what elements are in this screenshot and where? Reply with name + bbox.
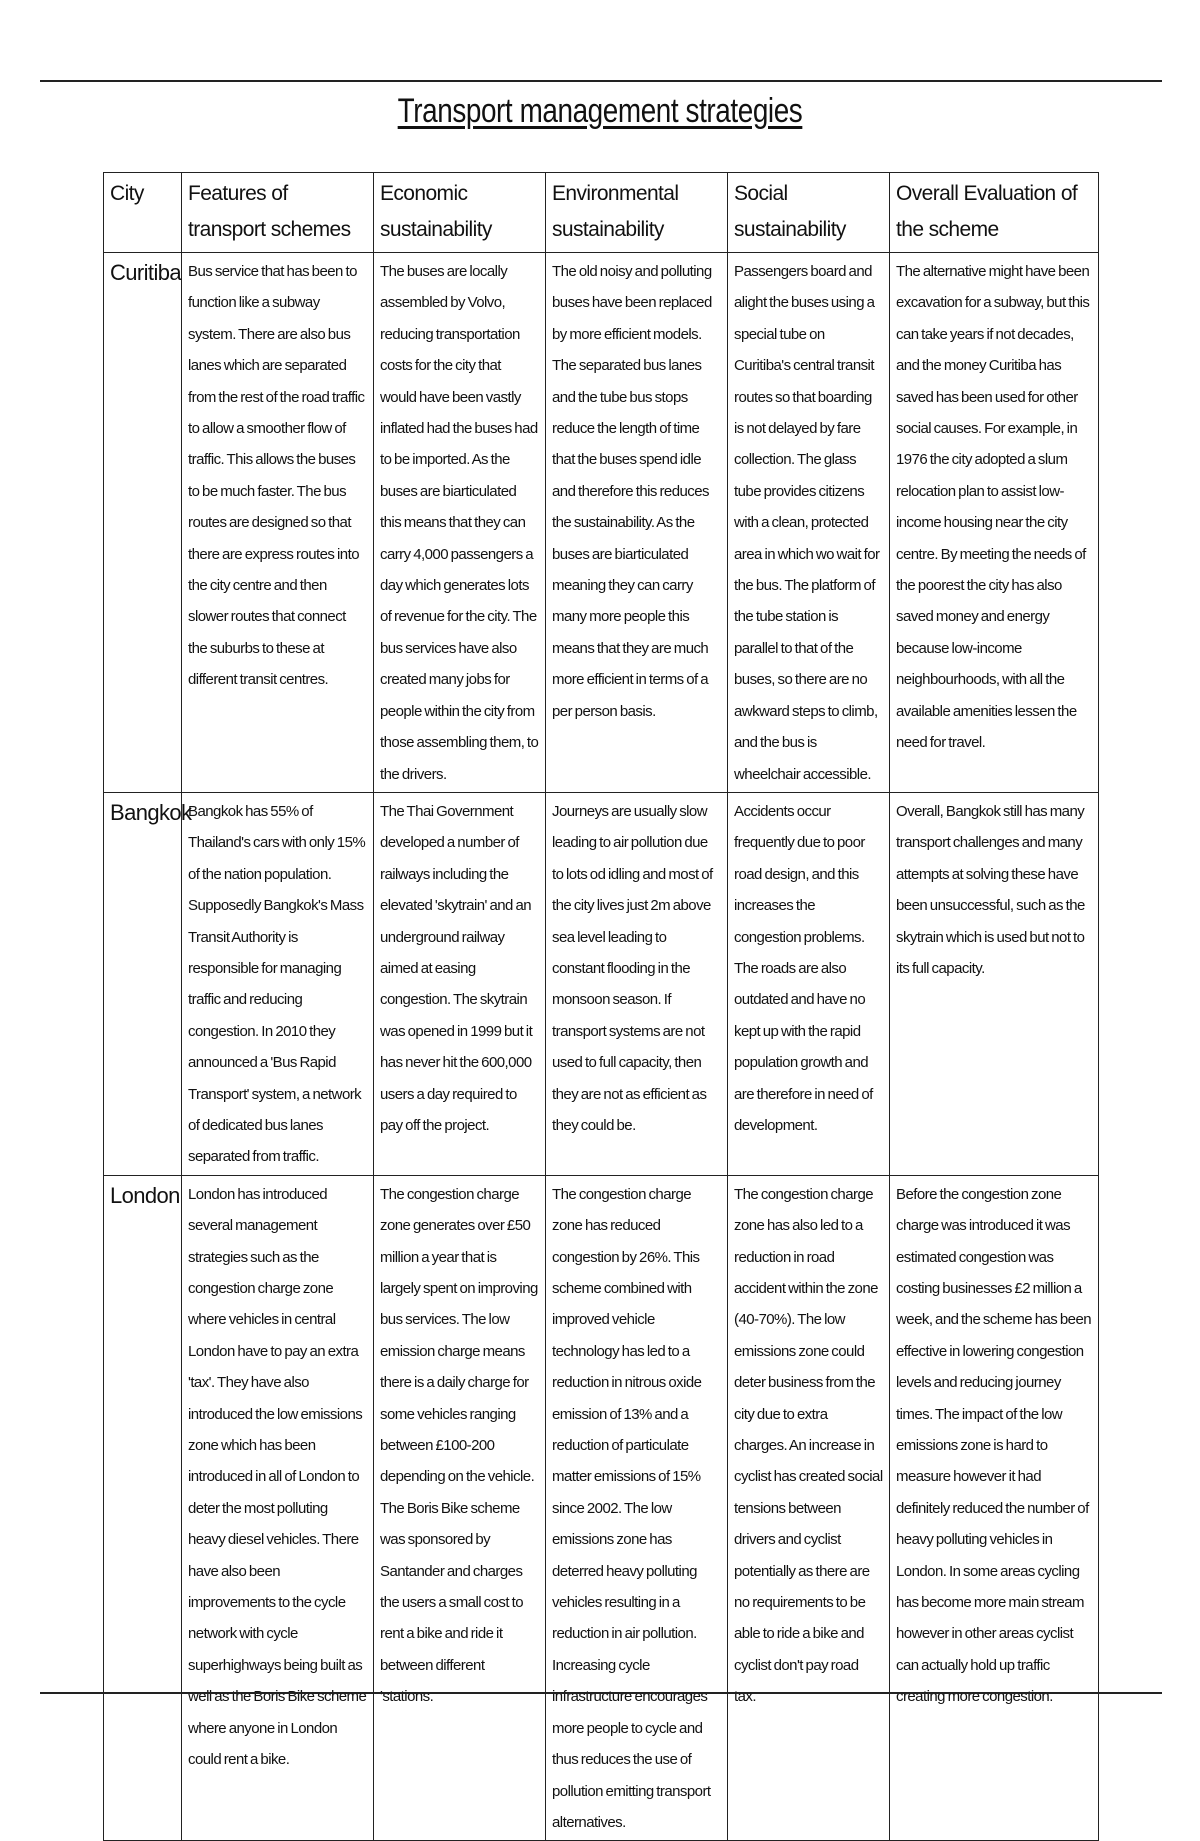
- header-social: Social sustainability: [728, 173, 890, 253]
- evaluation-cell: Before the congestion zone charge was introduced it was estimated congestion was costing businesses £2 million a week, and the scheme has been effective in lowering congestion levels and reducing journey times. The impact of the low emissions zone is hard to measure however it had definitely reduced the number of heavy polluting vehicles in London. In some areas cycling has become more main stream however in other areas cyclist can actually hold up traffic creating more congestion.: [890, 1175, 1099, 1841]
- economic-cell: The Thai Government developed a number of railways including the elevated 'skytrain' and an underground railway aimed at easing congestion. The skytrain was opened in 1999 but it has never hit the 600,000 users a day required to pay off the project.: [374, 792, 546, 1175]
- social-cell: Accidents occur frequently due to poor road design, and this increases the congestion problems. The roads are also outdated and have no kept up with the rapid population growth and are therefore in need of development.: [728, 792, 890, 1175]
- features-cell: Bangkok has 55% of Thailand's cars with only 15% of the nation population. Supposedly Bangkok's Mass Transit Authority is responsible for managing traffic and reducing congestion. In 2010 they announced a 'Bus Rapid Transport' system, a network of dedicated bus lanes separated from traffic.: [182, 792, 374, 1175]
- header-economic: Economic sustainability: [374, 173, 546, 253]
- environmental-cell: The old noisy and polluting buses have been replaced by more efficient models. The separated bus lanes and the tube bus stops reduce the length of time that the buses spend idle and therefore this reduces the sustainability. As the buses are biarticulated meaning they can carry many more people this means that they are much more efficient in terms of a per person basis.: [546, 253, 728, 793]
- strategies-table: [103, 172, 1099, 1841]
- header-features: Features of transport schemes: [182, 173, 374, 253]
- economic-cell: The congestion charge zone generates over £50 million a year that is largely spent on improving bus services. The low emission charge means there is a daily charge for some vehicles ranging between £100-200 depending on the vehicle. The Boris Bike scheme was sponsored by Santander and charges the users a small cost to rent a bike and ride it between different 'stations.: [374, 1175, 546, 1841]
- features-cell: Bus service that has been to function like a subway system. There are also bus lanes which are separated from the rest of the road traffic to allow a smoother flow of traffic. This allows the buses to be much faster. The bus routes are designed so that there are express routes into the city centre and then slower routes that connect the suburbs to these at different transit centres.: [182, 253, 374, 793]
- header-city: City: [104, 173, 182, 253]
- top-rule: [40, 80, 1162, 82]
- environmental-cell: Journeys are usually slow leading to air pollution due to lots od idling and most of the city lives just 2m above sea level leading to constant flooding in the monsoon season. If transport systems are not used to full capacity, then they are not as efficient as they could be.: [546, 792, 728, 1175]
- table-row-london: [104, 1175, 1099, 1841]
- economic-cell: The buses are locally assembled by Volvo, reducing transportation costs for the city that would have been vastly inflated had the buses had to be imported. As the buses are biarticulated this means that they can carry 4,000 passengers a day which generates lots of revenue for the city. The bus services have also created many jobs for people within the city from those assembling them, to the drivers.: [374, 253, 546, 793]
- header-environmental: Environmental sustainability: [546, 173, 728, 253]
- social-cell: The congestion charge zone has also led to a reduction in road accident within the zone (40-70%). The low emissions zone could deter business from the city due to extra charges. An increase in cyclist has created social tensions between drivers and cyclist potentially as there are no requirements to be able to ride a bike and cyclist don't pay road tax.: [728, 1175, 890, 1841]
- table-row-curitiba: [104, 253, 1099, 793]
- header-evaluation: Overall Evaluation of the scheme: [890, 173, 1099, 253]
- city-cell: Curitiba: [104, 253, 182, 793]
- evaluation-cell: Overall, Bangkok still has many transport challenges and many attempts at solving these have been unsuccessful, such as the skytrain which is used but not to its full capacity.: [890, 792, 1099, 1175]
- environmental-cell: The congestion charge zone has reduced congestion by 26%. This scheme combined with improved vehicle technology has led to a reduction in nitrous oxide emission of 13% and a reduction of particulate matter emissions of 15% since 2002. The low emissions zone has deterred heavy polluting vehicles resulting in a reduction in air pollution. Increasing cycle infrastructure encourages more people to cycle and thus reduces the use of pollution emitting transport alternatives.: [546, 1175, 728, 1841]
- document-title: Transport management strategies: [397, 92, 803, 130]
- table-row-bangkok: [104, 792, 1099, 1175]
- bottom-rule: [40, 1692, 1162, 1694]
- social-cell: Passengers board and alight the buses using a special tube on Curitiba's central transit routes so that boarding is not delayed by fare collection. The glass tube provides citizens with a clean, protected area in which wo wait for the bus. The platform of the tube station is parallel to that of the buses, so there are no awkward steps to climb, and the bus is wheelchair accessible.: [728, 253, 890, 793]
- table-header-row: [104, 173, 1099, 253]
- features-cell: London has introduced several management strategies such as the congestion charge zone where vehicles in central London have to pay an extra 'tax'. They have also introduced the low emissions zone which has been introduced in all of London to deter the most polluting heavy diesel vehicles. There have also been improvements to the cycle network with cycle superhighways being built as well as the Boris Bike scheme where anyone in London could rent a bike.: [182, 1175, 374, 1841]
- evaluation-cell: The alternative might have been excavation for a subway, but this can take years if not decades, and the money Curitiba has saved has been used for other social causes. For example, in 1976 the city adopted a slum relocation plan to assist low-income housing near the city centre. By meeting the needs of the poorest the city has also saved money and energy because low-income neighbourhoods, with all the available amenities lessen the need for travel.: [890, 253, 1099, 793]
- city-cell: Bangkok: [104, 792, 182, 1175]
- city-cell: London: [104, 1175, 182, 1841]
